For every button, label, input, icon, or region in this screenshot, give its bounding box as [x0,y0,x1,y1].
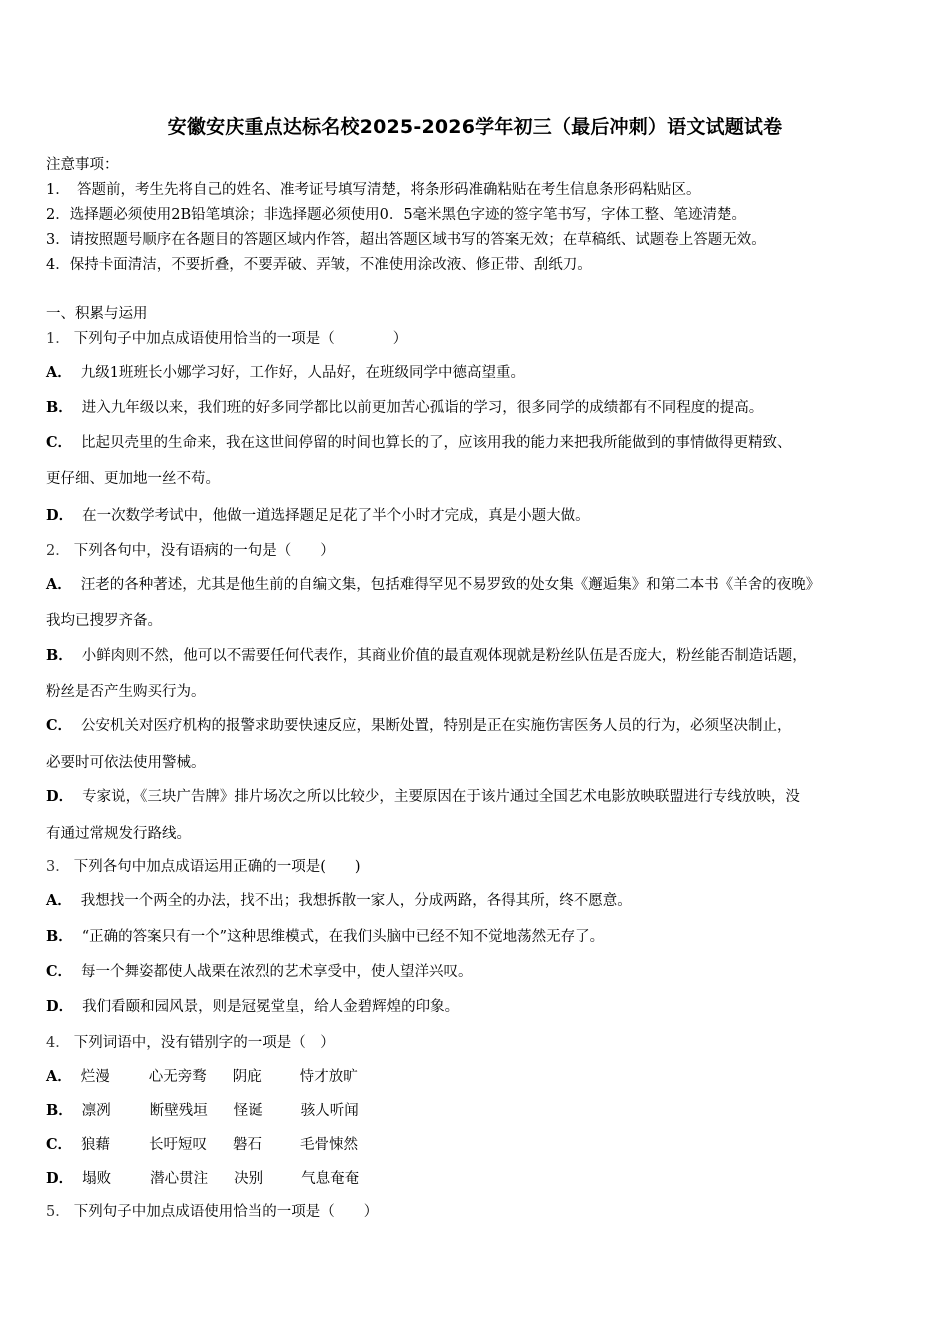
option-label: A． [46,892,72,909]
q2-option-c-cont: 必要时可依法使用警械。 [46,755,206,771]
question-2-stem [46,539,335,560]
notice-heading: 注意事项： [46,157,119,173]
question-1-stem [46,327,407,348]
option-text: “正确的答案只有一个”这种思维模式，在我们头脑中已经不知不觉地荡然无存了。 [81,929,605,945]
option-text: 进入九年级以来，我们班的好多同学都比以前更加苦心孤诣的学习，很多同学的成绩都有不同程度的提高。 [81,400,764,416]
word: 长吁短叹 [149,1137,208,1153]
question-text: 下列各句中，没有语病的一句是（ ） [73,543,335,559]
page-title: 安徽安庆重点达标名校2025-2026学年初三（最后冲刺）语文试题试卷 [167,116,783,138]
word: 狼藉 [81,1137,111,1153]
question-4-stem [46,1031,335,1052]
word: 毛骨悚然 [300,1137,359,1153]
notice-item: 4．保持卡面清洁，不要折叠，不要弄破、弄皱，不准使用涂改液、修正带、刮纸刀。 [46,257,592,273]
option-label: A． [46,1068,72,1085]
q2-option-d [46,785,800,806]
question-5-stem [46,1200,378,1221]
q4-option-c [46,1133,358,1154]
option-label: C． [46,963,73,980]
option-label: C． [46,434,73,451]
question-number: 5． [46,1204,70,1220]
option-label: B． [46,399,73,416]
q1-option-d [46,504,590,525]
q3-option-d [46,995,459,1016]
option-text: 公安机关对医疗机构的报警求助要快速反应，果断处置，特别是正在实施伤害医务人员的行为，必须坚决制止， [81,718,792,734]
word: 烂漫 [80,1069,110,1085]
word: 怪诞 [233,1103,263,1119]
word: 阴庇 [232,1069,262,1085]
option-text: 比起贝壳里的生命来，我在这世间停留的时间也算长的了，应该用我的能力来把我所能做到的事情做得更精致、 [81,435,792,451]
option-text: 九级1班班长小娜学习好，工作好，人品好，在班级同学中德高望重。 [80,365,525,381]
question-number: 4． [46,1035,70,1051]
question-number: 2． [46,543,70,559]
q3-option-c [46,960,473,981]
word: 塌败 [82,1171,112,1187]
word: 恃才放旷 [299,1069,358,1085]
option-text: 在一次数学考试中，他做一道选择题足足花了半个小时才完成，真是小题大做。 [82,508,590,524]
option-label: A． [46,576,72,593]
q2-option-d-cont: 有通过常规发行路线。 [46,826,191,842]
section-heading: 一、积累与运用 [46,306,148,322]
q4-option-d [46,1167,359,1188]
notice-item: 2．选择题必须使用2B铅笔填涂；非选择题必须使用0．5毫米黑色字迹的签字笔书写，字体工整、笔迹清楚。 [46,207,747,223]
q2-option-b [46,644,807,665]
question-number: 3． [46,859,70,875]
question-3-stem [46,855,361,876]
q2-option-c [46,714,792,735]
q2-option-a [46,573,820,594]
option-text: 汪老的各种著述，尤其是他生前的自编文集，包括难得罕见不易罗致的处女集《邂逅集》和第二本书《羊舍的夜晚》 [80,577,821,593]
question-text: 下列句子中加点成语使用恰当的一项是（ ） [73,331,408,347]
option-text: 专家说，《三块广告牌》排片场次之所以比较少，主要原因在于该片通过全国艺术电影放映联盟进行专线放映，没 [82,789,800,805]
word: 潜心贯注 [150,1171,209,1187]
option-label: D． [46,788,74,805]
option-label: D． [46,507,74,524]
option-label: B． [46,647,73,664]
question-text: 下列词语中，没有错别字的一项是（ ） [73,1035,335,1051]
question-number: 1． [46,331,70,347]
word: 断壁残垣 [149,1103,208,1119]
q2-option-a-cont: 我均已搜罗齐备。 [46,613,162,629]
option-label: B． [46,1102,73,1119]
q1-option-c-cont: 更仔细、更加地一丝不苟。 [46,471,220,487]
word: 决别 [234,1171,264,1187]
option-label: D． [46,998,74,1015]
word: 凛冽 [81,1103,111,1119]
option-text: 我们看颐和园风景，则是冠冕堂皇，给人金碧辉煌的印象。 [82,999,460,1015]
word: 心无旁骛 [148,1069,207,1085]
option-label: D． [46,1170,74,1187]
word: 气息奄奄 [301,1171,360,1187]
option-label: C． [46,717,73,734]
q1-option-b [46,396,763,417]
q3-option-a [46,889,632,910]
question-text: 下列各句中加点成语运用正确的一项是( ) [73,859,361,875]
question-text: 下列句子中加点成语使用恰当的一项是（ ） [73,1204,379,1220]
option-label: B． [46,928,73,945]
option-text: 我想找一个两全的办法，找不出；我想拆散一家人，分成两路，各得其所，终不愿意。 [80,893,632,909]
q1-option-c [46,431,792,452]
q1-option-a [46,361,525,382]
option-label: C． [46,1136,73,1153]
word: 磐石 [233,1137,263,1153]
q4-option-a [46,1065,358,1086]
q4-option-b [46,1099,359,1120]
q2-option-b-cont: 粉丝是否产生购买行为。 [46,684,206,700]
option-text: 每一个舞姿都使人战栗在浓烈的艺术享受中，使人望洋兴叹。 [81,964,473,980]
option-text: 小鲜肉则不然，他可以不需要任何代表作，其商业价值的最直观体现就是粉丝队伍是否庞大，粉丝能否制造话题， [81,648,807,664]
q3-option-b [46,925,604,946]
notice-item: 3．请按照题号顺序在各题目的答题区域内作答，超出答题区域书写的答案无效；在草稿纸、试题卷上答题无效。 [46,232,766,248]
word: 骇人听闻 [300,1103,359,1119]
notice-item: 1． 答题前，考生先将自己的姓名、准考证号填写清楚，将条形码准确粘贴在考生信息条形码粘贴区。 [46,182,701,198]
option-label: A． [46,364,72,381]
